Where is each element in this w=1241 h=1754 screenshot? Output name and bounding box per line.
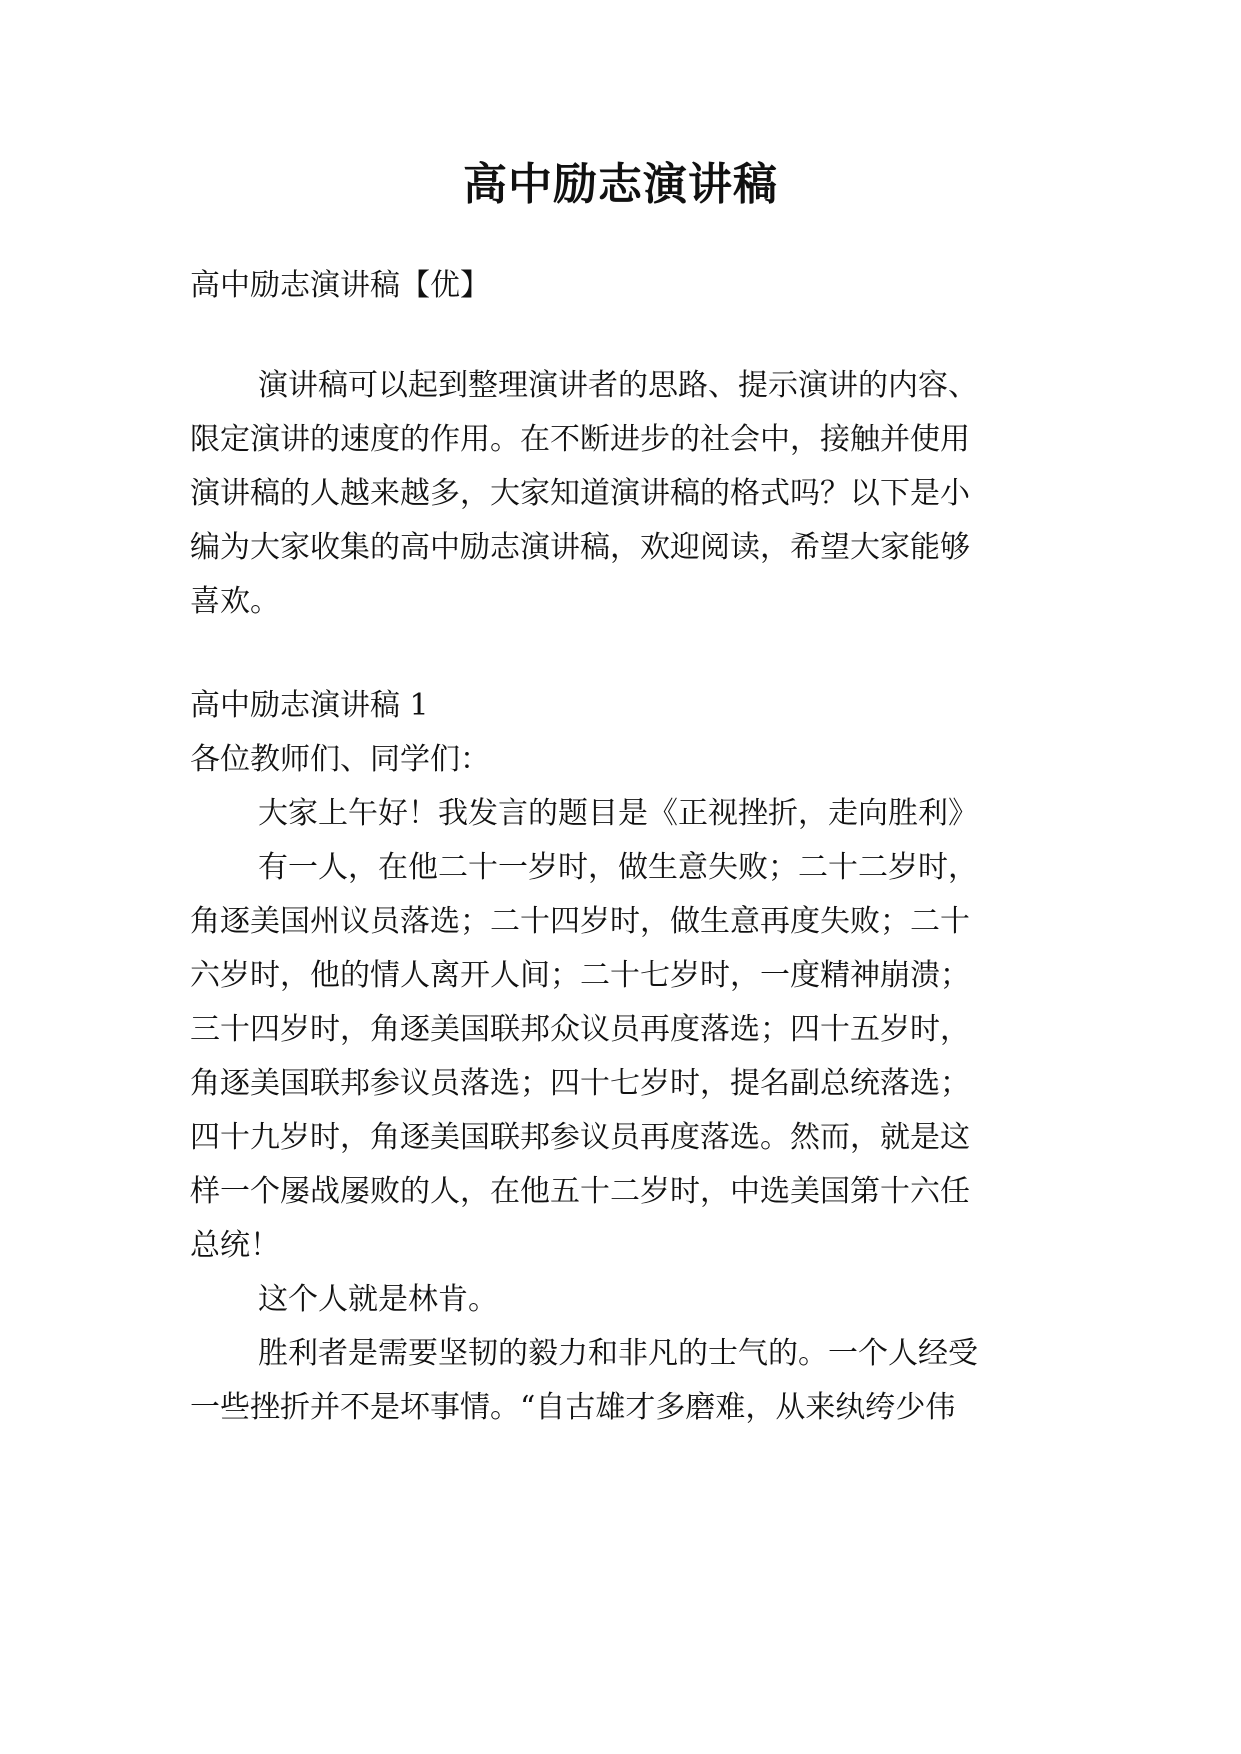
body-line: 角逐美国州议员落选；二十四岁时，做生意再度失败；二十: [190, 904, 970, 939]
body-line: 总统！: [190, 1228, 280, 1263]
body-line: 四十九岁时，角逐美国联邦参议员再度落选。然而，就是这: [190, 1120, 970, 1155]
body-line: 样一个屡战屡败的人，在他五十二岁时，中选美国第十六任: [190, 1174, 970, 1209]
body-line: 有一人，在他二十一岁时，做生意失败；二十二岁时，: [258, 850, 978, 885]
body-line: 角逐美国联邦参议员落选；四十七岁时，提名副总统落选；: [190, 1066, 970, 1101]
document-title: 高中励志演讲稿: [463, 159, 778, 210]
salutation: 各位教师们、同学们：: [190, 742, 490, 777]
body-line: 六岁时，他的情人离开人间；二十七岁时，一度精神崩溃；: [190, 958, 970, 993]
body-line: 一些挫折并不是坏事情。“自古雄才多磨难，从来纨绔少伟: [190, 1390, 956, 1425]
body-line: 这个人就是林肯。: [258, 1282, 498, 1317]
body-line: 大家上午好！我发言的题目是《正视挫折，走向胜利》: [258, 796, 978, 831]
intro-line: 喜欢。: [190, 584, 280, 619]
body-line: 三十四岁时，角逐美国联邦众议员再度落选；四十五岁时，: [190, 1012, 970, 1047]
intro-line: 编为大家收集的高中励志演讲稿，欢迎阅读，希望大家能够: [190, 530, 970, 565]
section-heading: 高中励志演讲稿 1: [190, 688, 429, 723]
intro-line: 演讲稿可以起到整理演讲者的思路、提示演讲的内容、: [258, 368, 978, 403]
intro-line: 限定演讲的速度的作用。在不断进步的社会中，接触并使用: [190, 422, 970, 457]
document-subtitle: 高中励志演讲稿【优】: [190, 268, 490, 303]
body-line: 胜利者是需要坚韧的毅力和非凡的士气的。一个人经受: [258, 1336, 978, 1371]
intro-line: 演讲稿的人越来越多，大家知道演讲稿的格式吗？以下是小: [190, 476, 970, 511]
